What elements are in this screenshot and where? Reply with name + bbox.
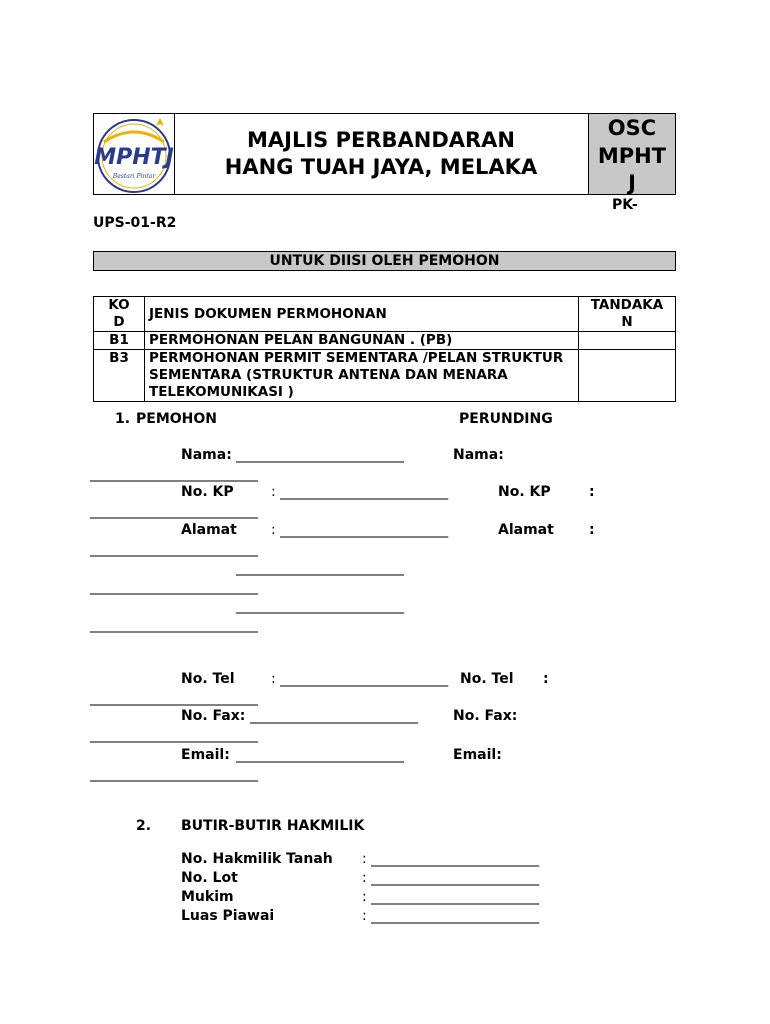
email-field[interactable]: ________________________ — [236, 747, 404, 763]
lot-field[interactable]: : ________________________ — [362, 870, 540, 886]
header-jenis: JENIS DOKUMEN PERMOHONAN — [145, 297, 579, 332]
table-row — [94, 350, 676, 402]
nama-field[interactable]: ________________________ — [236, 447, 404, 463]
row-jenis: PERMOHONAN PELAN BANGUNAN . (PB) — [145, 332, 579, 350]
logo-text: MPHTJ — [94, 145, 174, 170]
alamat-field[interactable]: : ________________________ — [271, 522, 449, 538]
perunding-nokp-field[interactable]: ________________________ — [90, 503, 258, 519]
table-header-row — [94, 297, 676, 332]
hakmilik-field[interactable]: : ________________________ — [362, 851, 540, 867]
form-header — [93, 113, 676, 195]
row-checkbox-cell[interactable] — [579, 332, 676, 350]
logo-tagline: Bestari Pintar — [112, 173, 156, 180]
perunding-alamat-label: Alamat — [498, 522, 554, 538]
perunding-notel-field[interactable]: ________________________ — [90, 690, 258, 706]
osc-line3: J — [628, 171, 636, 195]
alamat-label: Alamat — [181, 522, 237, 538]
document-type-table — [93, 296, 676, 402]
lot-label: No. Lot — [181, 870, 238, 886]
perunding-nokp-label: No. KP — [498, 484, 551, 500]
perunding-alamat-field-1[interactable]: ________________________ — [90, 541, 258, 557]
council-title-line2: HANG TUAH JAYA, MELAKA — [224, 155, 538, 179]
logo-cell — [94, 114, 175, 194]
hakmilik-label: No. Hakmilik Tanah — [181, 851, 333, 867]
section1-number: 1. — [115, 411, 131, 427]
table-row — [94, 332, 676, 350]
osc-line2: MPHT — [597, 144, 667, 168]
notel-field[interactable]: : ________________________ — [271, 671, 449, 687]
nokp-label: No. KP — [181, 484, 234, 500]
perunding-alamat-field-3[interactable]: ________________________ — [90, 617, 258, 633]
nama-label: Nama: — [181, 447, 232, 463]
email-label: Email: — [181, 747, 230, 763]
nofax-field[interactable]: ________________________ — [250, 708, 418, 724]
perunding-title: PERUNDING — [459, 411, 553, 427]
perunding-email-label: Email: — [453, 747, 502, 763]
perunding-alamat-field-2[interactable]: ________________________ — [90, 579, 258, 595]
osc-line1: OSC — [607, 116, 657, 140]
perunding-nama-field[interactable]: ________________________ — [90, 466, 258, 482]
section-band-title: UNTUK DIISI OLEH PEMOHON — [93, 251, 676, 271]
perunding-nofax-field[interactable]: ________________________ — [90, 727, 258, 743]
perunding-nokp-colon: : — [589, 484, 595, 500]
mukim-field[interactable]: : ________________________ — [362, 889, 540, 905]
header-tandakan: TANDAKA N — [579, 297, 676, 332]
title-cell — [174, 114, 589, 194]
form-code: UPS-01-R2 — [93, 215, 177, 231]
perunding-alamat-colon: : — [589, 522, 595, 538]
row-kod: B3 — [94, 350, 145, 402]
section2-title: BUTIR-BUTIR HAKMILIK — [181, 818, 365, 834]
perunding-nofax-label: No. Fax: — [453, 708, 518, 724]
row-kod: B1 — [94, 332, 145, 350]
section1-title: PEMOHON — [136, 411, 217, 427]
notel-label: No. Tel — [181, 671, 235, 687]
perunding-email-field[interactable]: ________________________ — [90, 766, 258, 782]
nofax-label: No. Fax: — [181, 708, 246, 724]
mphtj-logo — [94, 114, 174, 194]
header-kod: KO D — [94, 297, 145, 332]
alamat-field-2[interactable]: ________________________ — [236, 560, 404, 576]
perunding-notel-colon: : — [543, 671, 549, 687]
nokp-field[interactable]: : ________________________ — [271, 484, 449, 500]
mukim-label: Mukim — [181, 889, 234, 905]
row-jenis: PERMOHONAN PERMIT SEMENTARA /PELAN STRUKTUR SEMENTARA (STRUKTUR ANTENA DAN MENARA TELEKOMUNIKASI ) — [145, 350, 579, 402]
perunding-notel-label: No. Tel — [460, 671, 514, 687]
osc-cell — [589, 114, 675, 194]
perunding-nama-label: Nama: — [453, 447, 504, 463]
council-title-line1: MAJLIS PERBANDARAN — [246, 128, 516, 152]
luas-field[interactable]: : ________________________ — [362, 908, 540, 924]
section2-number: 2. — [136, 818, 152, 834]
pk-code: PK- — [612, 197, 638, 213]
luas-label: Luas Piawai — [181, 908, 275, 924]
alamat-field-3[interactable]: ________________________ — [236, 598, 404, 614]
row-checkbox-cell[interactable] — [579, 350, 676, 402]
